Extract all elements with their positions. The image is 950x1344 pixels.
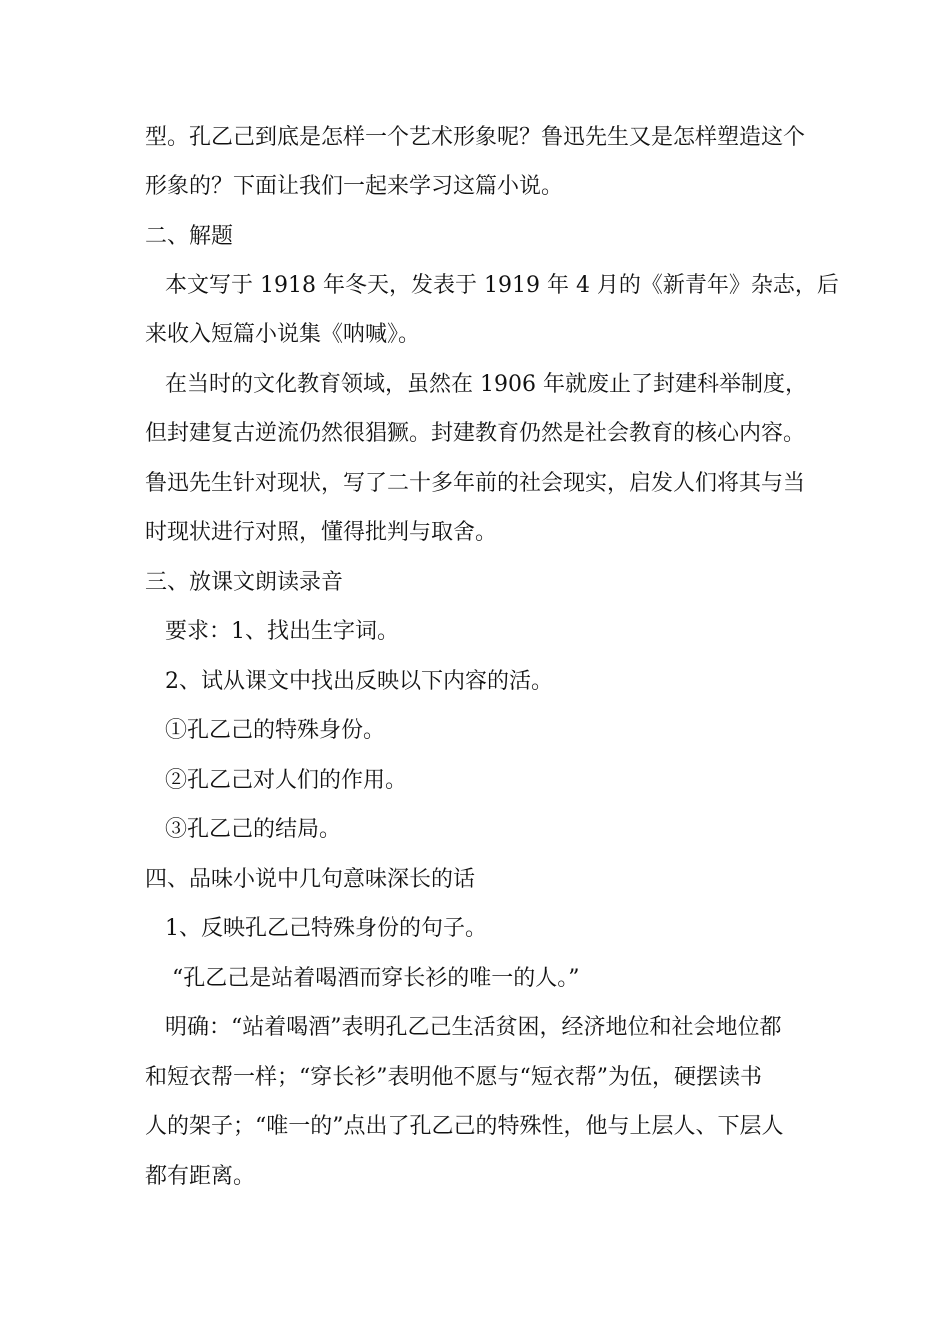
paragraph-line: 型。孔乙己到底是怎样一个艺术形象呢？鲁迅先生又是怎样塑造这个 [145,125,806,150]
paragraph-line: 来收入短篇小说集《呐喊》。 [145,322,421,347]
paragraph-line: 都有距离。 [145,1164,256,1189]
list-item: ①孔乙己的特殊身份。 [165,718,386,743]
paragraph-line: 但封建复古逆流仍然很猖獗。封建教育仍然是社会教育的核心内容。 [145,421,806,446]
paragraph-line: 和短衣帮一样；“穿长衫”表明他不愿与“短衣帮”为伍，硬摆读书 [145,1065,762,1090]
paragraph-line: 鲁迅先生针对现状，写了二十多年前的社会现实，启发人们将其与当 [145,471,806,496]
paragraph-line: 在当时的文化教育领域，虽然在 1906 年就废止了封建科举制度， [165,372,807,397]
list-item: 2、试从课文中找出反映以下内容的活。 [165,669,553,694]
paragraph-line: 形象的？下面让我们一起来学习这篇小说。 [145,174,564,199]
list-item: ②孔乙己对人们的作用。 [165,768,408,793]
section-heading: 三、放课文朗读录音 [145,570,344,595]
quote-line: “孔乙己是站着喝酒而穿长衫的唯一的人。” [172,966,580,991]
list-item: ③孔乙己的结局。 [165,817,342,842]
paragraph-line: 明确：“站着喝酒”表明孔乙己生活贫困，经济地位和社会地位都 [165,1015,782,1040]
paragraph-line: 时现状进行对照，懂得批判与取舍。 [145,520,498,545]
list-item: 1、反映孔乙己特殊身份的句子。 [165,916,487,941]
section-heading: 四、品味小说中几句意味深长的话 [145,867,476,892]
list-item: 要求：1、找出生字词。 [165,619,399,644]
paragraph-line: 人的架子；“唯一的”点出了孔乙己的特殊性，他与上层人、下层人 [145,1114,784,1139]
paragraph-line: 本文写于 1918 年冬天，发表于 1919 年 4 月的《新青年》杂志，后 [165,273,839,298]
section-heading: 二、解题 [145,224,234,249]
